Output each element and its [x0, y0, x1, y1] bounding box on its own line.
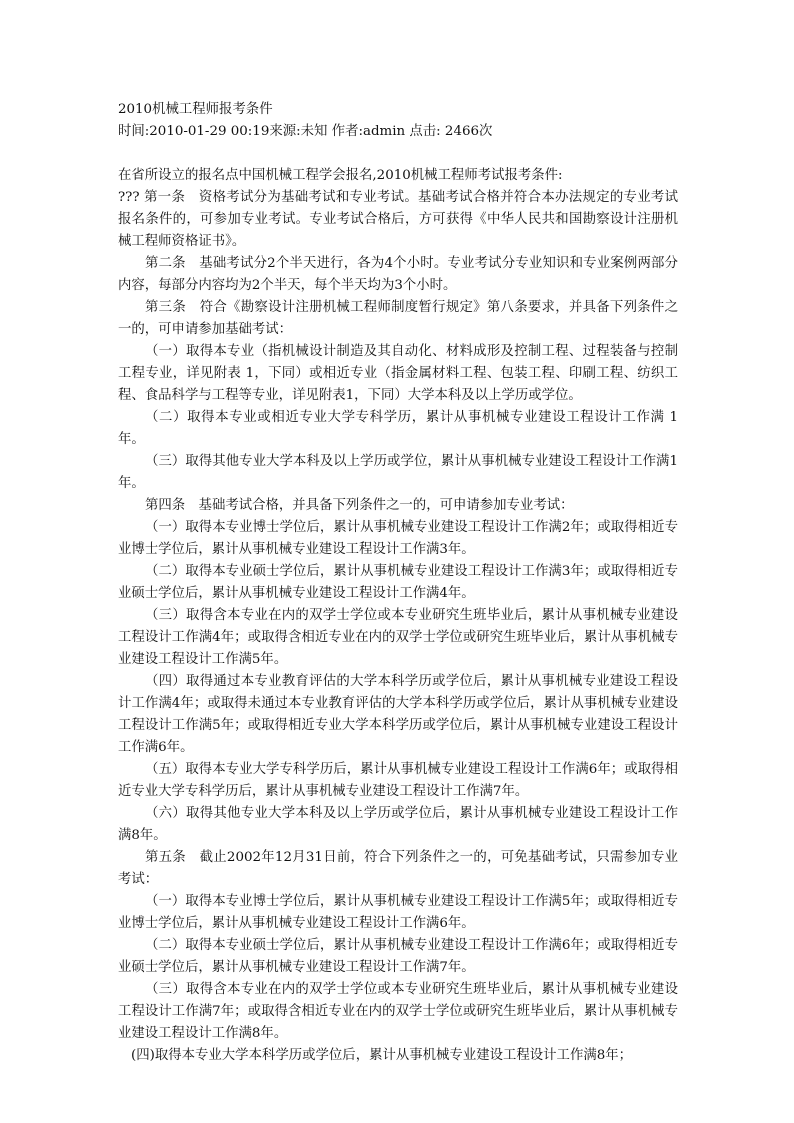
article-4-item-6: （六）取得其他专业大学本科及以上学历或学位后，累计从事机械专业建设工程设计工作满8年。: [118, 806, 678, 843]
document-title: 2010机械工程师报考条件: [118, 102, 273, 117]
article-4-item-5: （五）取得本专业大学专科学历后，累计从事机械专业建设工程设计工作满6年；或取得相近专业大学专科学历后，累计从事机械专业建设工程设计工作满7年。: [118, 762, 678, 799]
article-5-item-3: （三）取得含本专业在内的双学士学位或本专业研究生班毕业后，累计从事机械专业建设工程设计工作满7年；或取得含相近专业在内的双学士学位或研究生班毕业后，累计从事机械专业建设工程设计工作满8年。: [118, 982, 678, 1041]
blank-line: [118, 143, 678, 165]
article-5-item-1: （一）取得本专业博士学位后，累计从事机械专业建设工程设计工作满5年；或取得相近专业博士学位后，累计从事机械专业建设工程设计工作满6年。: [118, 894, 678, 931]
intro-paragraph: 在省所设立的报名点中国机械工程学会报名,2010机械工程师考试报考条件:: [118, 168, 563, 183]
article-4-item-2: （二）取得本专业硕士学位后，累计从事机械专业建设工程设计工作满3年；或取得相近专业硕士学位后，累计从事机械专业建设工程设计工作满4年。: [118, 564, 678, 601]
article-3-item-1: （一）取得本专业（指机械设计制造及其自动化、材料成形及控制工程、过程装备与控制工程专业，详见附表 1，下同）或相近专业（指金属材料工程、包装工程、印刷工程、纺织工程、食品科学与工程等专业，详见附表1，下同）大学本科及以上学历或学位。: [118, 344, 678, 403]
article-5-item-4: (四)取得本专业大学本科学历或学位后，累计从事机械专业建设工程设计工作满8年；: [131, 1048, 633, 1063]
article-3-item-3: （三）取得其他专业大学本科及以上学历或学位，累计从事机械专业建设工程设计工作满1年。: [118, 454, 678, 491]
article-3-item-2: （二）取得本专业或相近专业大学专科学历，累计从事机械专业建设工程设计工作满 1年。: [118, 410, 678, 447]
article-5: 第五条 截止2002年12月31日前，符合下列条件之一的，可免基础考试，只需参加专业考试：: [118, 850, 678, 887]
article-meta: 时间:2010-01-29 00:19来源:未知 作者:admin 点击: 2466次: [118, 124, 493, 139]
article-4-item-4: （四）取得通过本专业教育评估的大学本科学历或学位后，累计从事机械专业建设工程设计工作满4年；或取得未通过本专业教育评估的大学本科学历或学位后，累计从事机械专业建设工程设计工作满5年；或取得相近专业大学本科学历或学位后，累计从事机械专业建设工程设计工作满6年。: [118, 674, 678, 755]
document-body: [118, 99, 678, 1067]
article-3: 第三条 符合《勘察设计注册机械工程师制度暂行规定》第八条要求，并具备下列条件之一的，可申请参加基础考试：: [118, 300, 678, 337]
article-1: ??? 第一条 资格考试分为基础考试和专业考试。基础考试合格并符合本办法规定的专业考试报名条件的，可参加专业考试。专业考试合格后，方可获得《中华人民共和国勘察设计注册机械工程师资格证书》。: [118, 190, 678, 249]
article-2: 第二条 基础考试分2个半天进行，各为4个小时。专业考试分专业知识和专业案例两部分内容，每部分内容均为2个半天，每个半天均为3个小时。: [118, 256, 678, 293]
article-4-item-1: （一）取得本专业博士学位后，累计从事机械专业建设工程设计工作满2年；或取得相近专业博士学位后，累计从事机械专业建设工程设计工作满3年。: [118, 520, 678, 557]
article-4-item-3: （三）取得含本专业在内的双学士学位或本专业研究生班毕业后，累计从事机械专业建设工程设计工作满4年；或取得含相近专业在内的双学士学位或研究生班毕业后，累计从事机械专业建设工程设计工作满5年。: [118, 608, 678, 667]
article-5-item-2: （二）取得本专业硕士学位后，累计从事机械专业建设工程设计工作满6年；或取得相近专业硕士学位后，累计从事机械专业建设工程设计工作满7年。: [118, 938, 678, 975]
article-4: 第四条 基础考试合格，并具备下列条件之一的，可申请参加专业考试：: [145, 498, 574, 513]
